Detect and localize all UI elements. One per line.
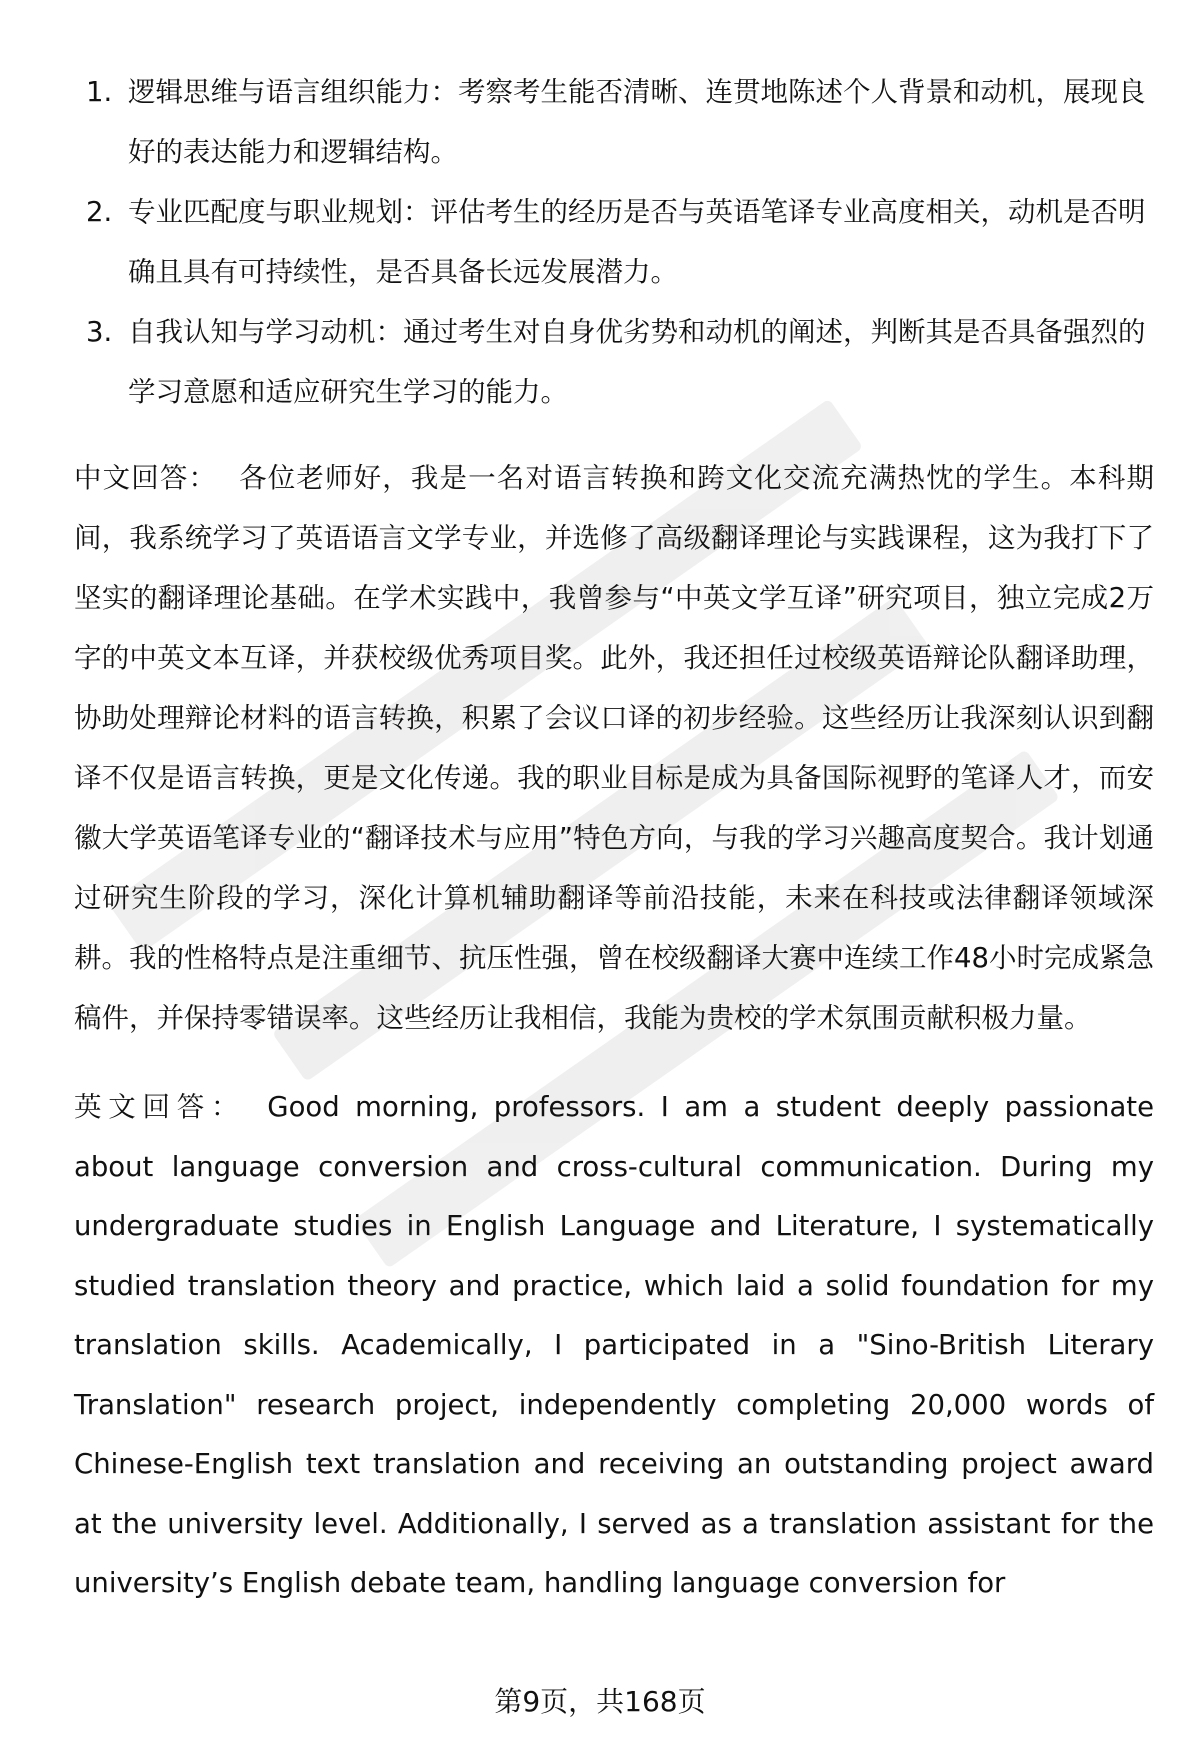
list-item	[74, 182, 1154, 302]
chinese-answer-label: 中文回答：	[74, 462, 218, 494]
evaluation-criteria-list	[74, 62, 1154, 422]
english-answer-text: Good morning, professors. I am a student deeply passionate about language conversion and cross-cultural communication. During my undergraduate studies in English Language and Literature, I systematically studied translation theory and practice, which laid a solid foundation for my translation skills. Academically, I participated in a "Sino-British Literary Translation" research project, independently completing 20,000 words of Chinese-English text translation and receiving an outstanding project award at the university level. Additionally, I served as a translation assistant for the university’s English debate team, handling language conversion for	[74, 1091, 1154, 1599]
list-item-number: 1.	[86, 76, 113, 108]
english-answer-label: 英文回答：	[74, 1091, 246, 1123]
list-item-number: 2.	[86, 196, 113, 228]
document-body	[74, 62, 1154, 1614]
chinese-answer-text: 各位老师好，我是一名对语言转换和跨文化交流充满热忱的学生。本科期间，我系统学习了英语语言文学专业，并选修了高级翻译理论与实践课程，这为我打下了坚实的翻译理论基础。在学术实践中，我曾参与“中英文学互译”研究项目，独立完成2万字的中英文本互译，并获校级优秀项目奖。此外，我还担任过校级英语辩论队翻译助理，协助处理辩论材料的语言转换，积累了会议口译的初步经验。这些经历让我深刻认识到翻译不仅是语言转换，更是文化传递。我的职业目标是成为具备国际视野的笔译人才，而安徽大学英语笔译专业的“翻译技术与应用”特色方向，与我的学习兴趣高度契合。我计划通过研究生阶段的学习，深化计算机辅助翻译等前沿技能，未来在科技或法律翻译领域深耕。我的性格特点是注重细节、抗压性强，曾在校级翻译大赛中连续工作48小时完成紧急稿件，并保持零错误率。这些经历让我相信，我能为贵校的学术氛围贡献积极力量。	[74, 462, 1154, 1034]
list-item	[74, 62, 1154, 182]
list-item-text: 自我认知与学习动机：通过考生对自身优劣势和动机的阐述，判断其是否具备强烈的学习意愿和适应研究生学习的能力。	[128, 316, 1146, 408]
chinese-answer	[74, 448, 1154, 1048]
list-item-number: 3.	[86, 316, 113, 348]
page-number: 第9页，共168页	[494, 1685, 706, 1718]
list-item-text: 专业匹配度与职业规划：评估考生的经历是否与英语笔译专业高度相关，动机是否明确且具有可持续性，是否具备长远发展潜力。	[128, 196, 1146, 288]
list-item	[74, 302, 1154, 422]
english-answer	[74, 1078, 1154, 1614]
list-item-text: 逻辑思维与语言组织能力：考察考生能否清晰、连贯地陈述个人背景和动机，展现良好的表达能力和逻辑结构。	[128, 76, 1146, 168]
